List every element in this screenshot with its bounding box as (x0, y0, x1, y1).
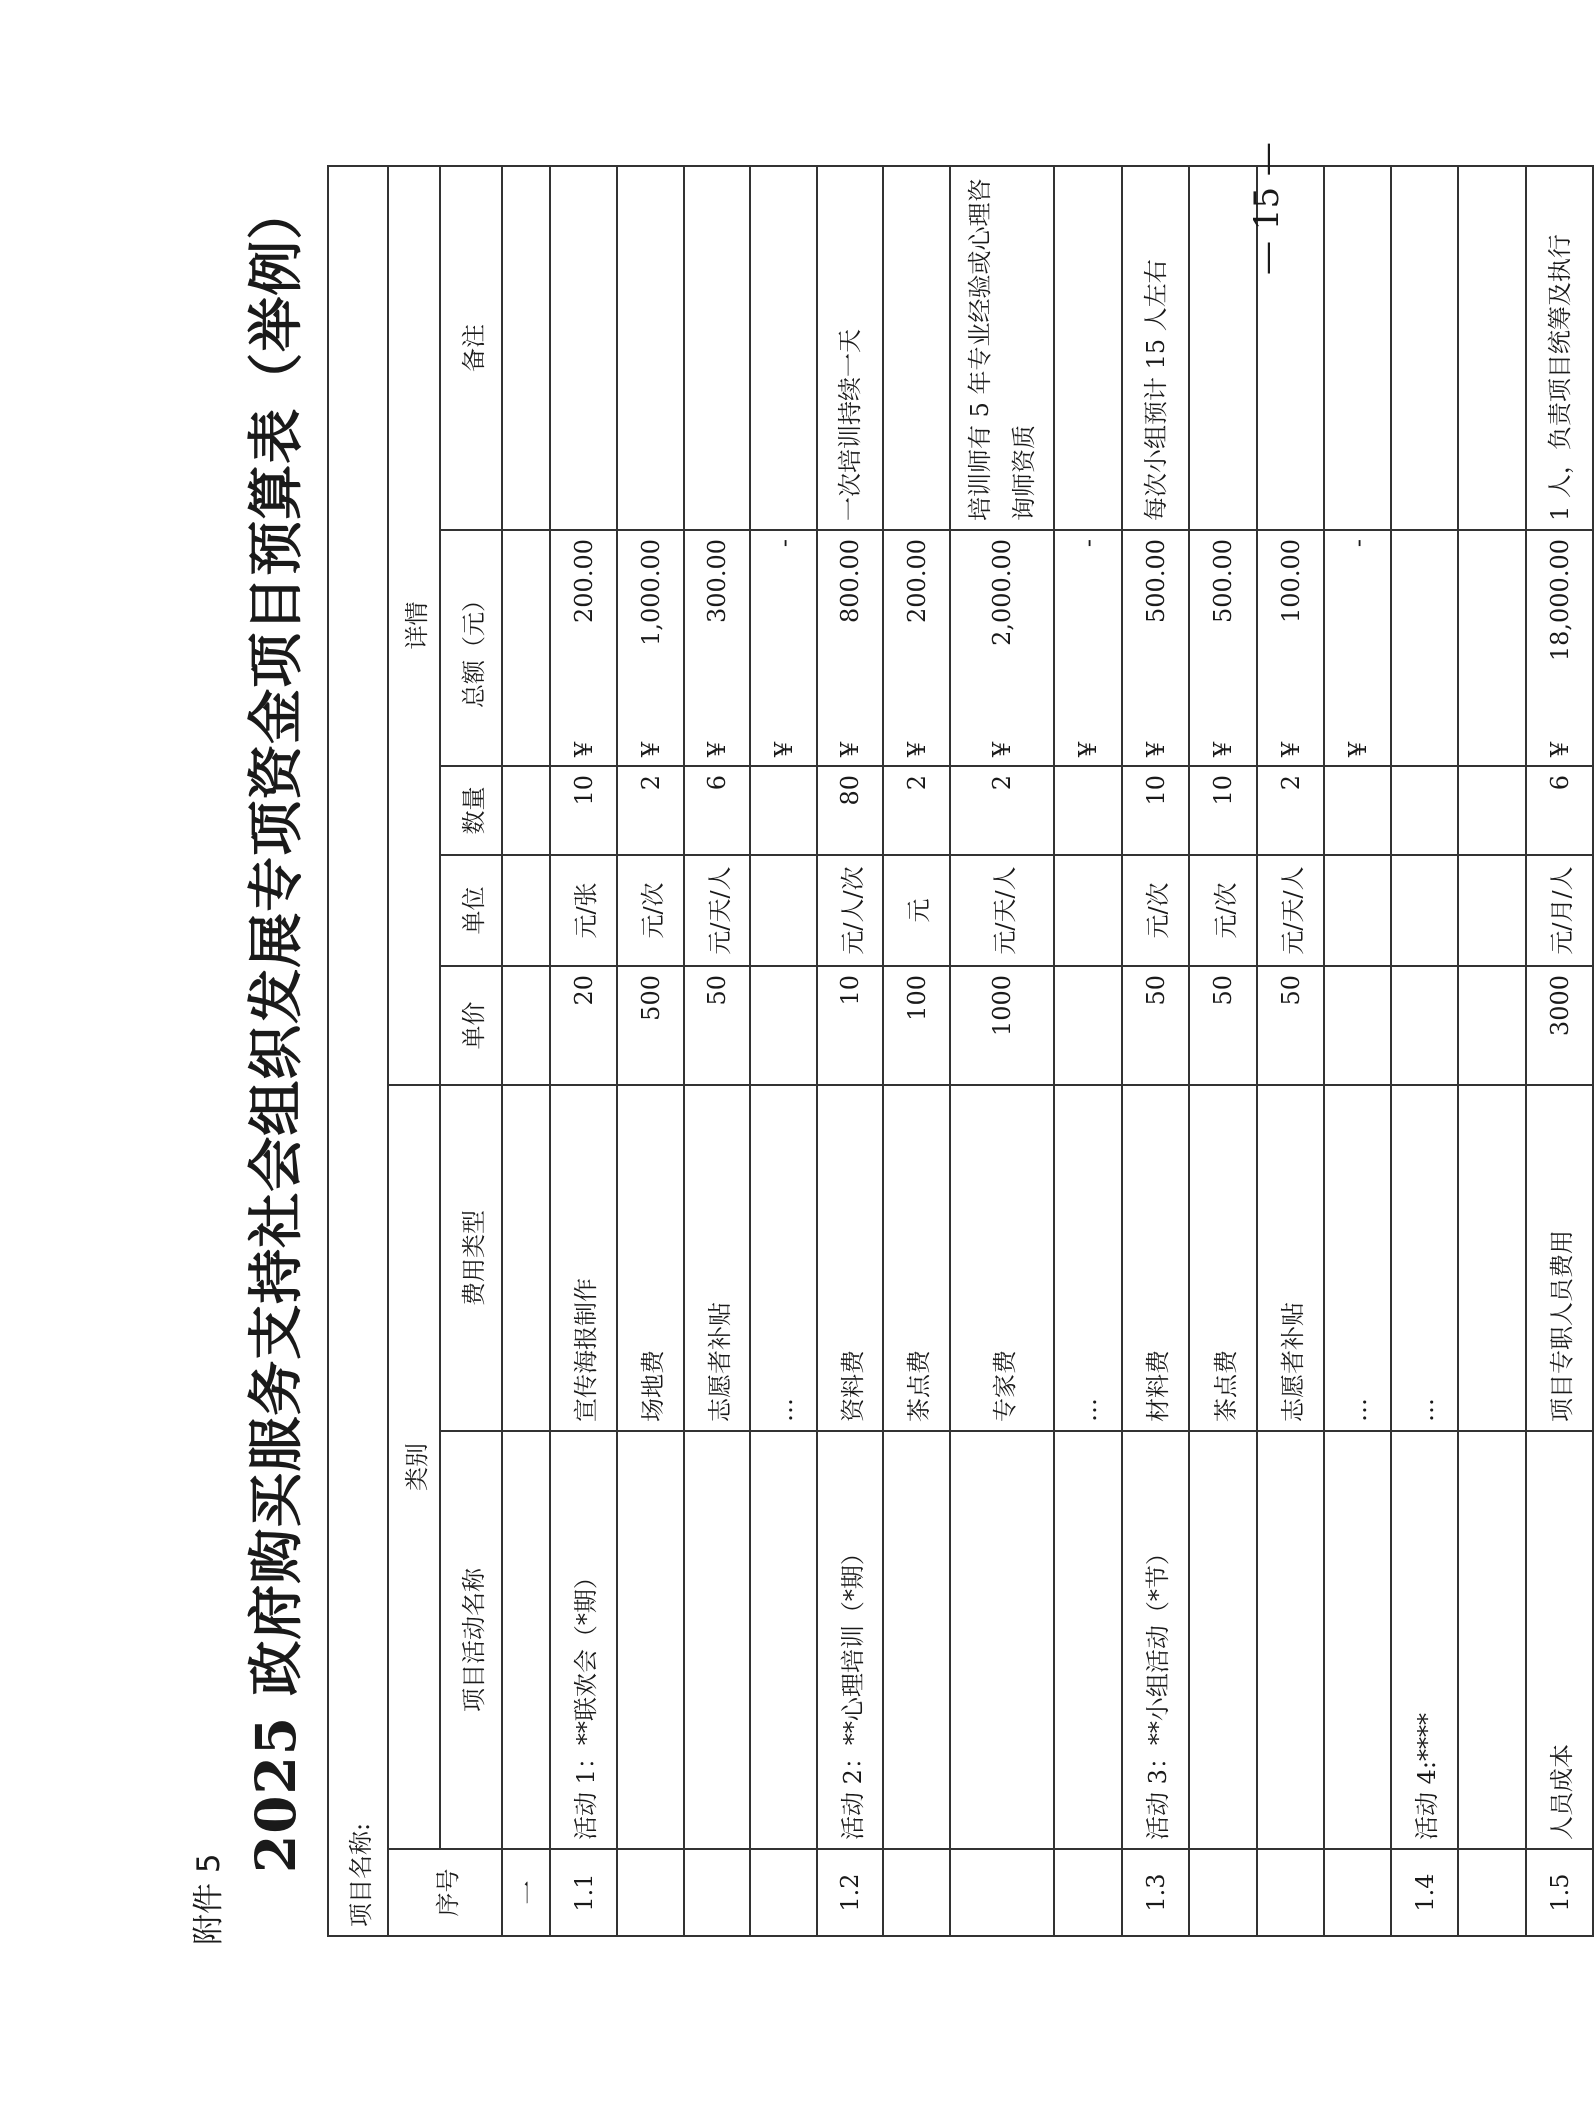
unit-price-cell (1458, 966, 1526, 1085)
total-value: 200.00 (569, 539, 598, 623)
unit-price-cell: 100 (883, 966, 950, 1085)
quantity-cell: 2 (1257, 766, 1324, 855)
unit-cell: 元/次 (617, 855, 684, 966)
quantity-cell: 2 (883, 766, 950, 855)
activity-cell (1458, 1431, 1526, 1849)
unit-cell: 元/月/人 (1526, 855, 1593, 966)
table-row (1324, 166, 1391, 1936)
cost-type-cell: 茶点费 (1189, 1085, 1257, 1431)
remark-cell: 培训师有 5 年专业经验或心理咨询师资质 (950, 166, 1054, 530)
header-details: 详情 (388, 166, 440, 1085)
activity-cell: 活动 2：**心理培训（*期） (817, 1431, 883, 1849)
total-cell (1526, 530, 1593, 766)
total-cell (502, 530, 550, 766)
table-row (1458, 166, 1526, 1936)
remark-cell (883, 166, 950, 530)
activity-cell (502, 1431, 550, 1849)
currency-symbol: ¥ (1343, 741, 1372, 757)
total-cell (617, 530, 684, 766)
total-value: 300.00 (703, 539, 731, 623)
unit-cell (502, 855, 550, 966)
remark-cell (1458, 166, 1526, 530)
unit-price-cell: 10 (817, 966, 883, 1085)
activity-cell (1189, 1431, 1257, 1849)
table-row (1054, 166, 1122, 1936)
quantity-cell: 6 (1526, 766, 1593, 855)
total-cell (1054, 530, 1122, 766)
total-cell (1324, 530, 1391, 766)
unit-price-cell: 50 (1257, 966, 1324, 1085)
seq-cell: 1.4 (1391, 1849, 1458, 1936)
unit-cell (750, 855, 817, 966)
page-number: — 15 — (1247, 142, 1287, 275)
seq-cell (750, 1849, 817, 1936)
activity-cell (1054, 1431, 1122, 1849)
header-row-2 (440, 166, 502, 1936)
total-value: 800.00 (836, 539, 864, 623)
table-row (817, 166, 883, 1936)
currency-symbol: ¥ (836, 741, 864, 757)
quantity-cell (1054, 766, 1122, 855)
table-row (617, 166, 684, 1936)
unit-cell: 元/天/人 (950, 855, 1054, 966)
total-amount (1344, 539, 1372, 757)
header-unit: 单位 (440, 855, 502, 966)
remark-cell: 一次培训持续一天 (817, 166, 883, 530)
table-row (1189, 166, 1257, 1936)
total-cell (883, 530, 950, 766)
cost-type-cell (1458, 1085, 1526, 1431)
total-value: 18,000.00 (1545, 539, 1574, 662)
seq-cell (1458, 1849, 1526, 1936)
table-row (502, 166, 550, 1936)
cost-type-cell (502, 1085, 550, 1431)
cost-type-cell: 材料费 (1122, 1085, 1189, 1431)
unit-cell (1458, 855, 1526, 966)
unit-cell: 元/天/人 (1257, 855, 1324, 966)
total-amount (570, 539, 598, 757)
unit-price-cell: 50 (1189, 966, 1257, 1085)
unit-cell: 元/天/人 (684, 855, 750, 966)
quantity-cell: 6 (684, 766, 750, 855)
total-value: - (769, 539, 798, 548)
total-amount (1142, 539, 1170, 757)
total-cell (684, 530, 750, 766)
activity-cell (684, 1431, 750, 1849)
header-cost-type: 费用类型 (440, 1085, 502, 1431)
total-cell (1122, 530, 1189, 766)
unit-price-cell (1391, 966, 1458, 1085)
unit-cell: 元 (883, 855, 950, 966)
total-amount (703, 539, 731, 757)
total-cell (750, 530, 817, 766)
total-amount (637, 539, 665, 757)
total-value: - (1343, 539, 1372, 548)
total-cell (1391, 530, 1458, 766)
cost-type-cell: 志愿者补贴 (684, 1085, 750, 1431)
total-amount (770, 539, 798, 757)
remark-cell: 每次小组预计 15 人左右 (1122, 166, 1189, 530)
total-cell (1458, 530, 1526, 766)
unit-price-cell: 50 (684, 966, 750, 1085)
header-total: 总额（元） (440, 530, 502, 766)
total-cell (817, 530, 883, 766)
unit-price-cell (502, 966, 550, 1085)
total-cell (550, 530, 617, 766)
header-activity-name: 项目活动名称 (440, 1431, 502, 1849)
unit-cell: 元/张 (550, 855, 617, 966)
unit-price-cell: 500 (617, 966, 684, 1085)
cost-type-cell: 专家费 (950, 1085, 1054, 1431)
seq-cell: 一 (502, 1849, 550, 1936)
cost-type-cell: 项目专职人员费用 (1526, 1085, 1593, 1431)
seq-cell (1189, 1849, 1257, 1936)
cost-type-cell: … (1324, 1085, 1391, 1431)
quantity-cell (1324, 766, 1391, 855)
unit-price-cell: 3000 (1526, 966, 1593, 1085)
cost-type-cell: … (750, 1085, 817, 1431)
project-name-label: 项目名称: (328, 166, 388, 1936)
remark-cell: 1 人，负责项目统筹及执行 (1526, 166, 1593, 530)
project-name-row (328, 166, 388, 1936)
remark-cell (1054, 166, 1122, 530)
cost-type-cell: 场地费 (617, 1085, 684, 1431)
quantity-cell: 2 (950, 766, 1054, 855)
quantity-cell: 2 (617, 766, 684, 855)
header-unit-price: 单价 (440, 966, 502, 1085)
total-value: 200.00 (902, 539, 931, 623)
quantity-cell (1458, 766, 1526, 855)
seq-cell: 1.2 (817, 1849, 883, 1936)
quantity-cell: 10 (550, 766, 617, 855)
activity-cell (950, 1431, 1054, 1849)
activity-cell (1257, 1431, 1324, 1849)
seq-cell (950, 1849, 1054, 1936)
activity-cell: 活动 4:**** (1391, 1431, 1458, 1849)
activity-cell (1324, 1431, 1391, 1849)
remark-cell (617, 166, 684, 530)
seq-cell: 1.5 (1526, 1849, 1593, 1936)
unit-price-cell (1324, 966, 1391, 1085)
activity-cell: 活动 3：**小组活动（*节） (1122, 1431, 1189, 1849)
seq-cell: 1.1 (550, 1849, 617, 1936)
unit-cell: 元/次 (1189, 855, 1257, 966)
cost-type-cell: … (1054, 1085, 1122, 1431)
unit-price-cell: 50 (1122, 966, 1189, 1085)
header-category: 类别 (388, 1085, 440, 1849)
currency-symbol: ¥ (569, 741, 598, 757)
unit-cell (1054, 855, 1122, 966)
table-row (1122, 166, 1189, 1936)
table-row (1257, 166, 1324, 1936)
activity-cell (883, 1431, 950, 1849)
unit-price-cell: 20 (550, 966, 617, 1085)
quantity-cell (750, 766, 817, 855)
currency-symbol: ¥ (1276, 741, 1305, 757)
remark-cell (550, 166, 617, 530)
unit-cell: 元/次 (1122, 855, 1189, 966)
currency-symbol: ¥ (703, 741, 731, 757)
remark-cell (750, 166, 817, 530)
unit-cell (1391, 855, 1458, 966)
unit-cell (1324, 855, 1391, 966)
cost-type-cell: 宣传海报制作 (550, 1085, 617, 1431)
table-row (1391, 166, 1458, 1936)
budget-table (327, 165, 1594, 1937)
total-cell (1257, 530, 1324, 766)
remark-cell (1391, 166, 1458, 530)
total-value: 500.00 (1209, 539, 1237, 623)
cost-type-cell: 茶点费 (883, 1085, 950, 1431)
seq-cell (1324, 1849, 1391, 1936)
total-amount (836, 539, 864, 757)
currency-symbol: ¥ (1141, 741, 1170, 757)
header-row-1 (388, 166, 440, 1936)
total-amount (1209, 539, 1237, 757)
budget-table-body (328, 166, 1593, 1936)
table-row (550, 166, 617, 1936)
quantity-cell (1391, 766, 1458, 855)
total-amount (903, 539, 931, 757)
total-amount (988, 539, 1016, 757)
seq-cell (1054, 1849, 1122, 1936)
seq-cell (684, 1849, 750, 1936)
seq-cell (883, 1849, 950, 1936)
total-cell (1189, 530, 1257, 766)
currency-symbol: ¥ (988, 741, 1016, 757)
document-title: 2025 政府购买服务支持社会组织发展专项资金项目预算表（举例） (243, 183, 308, 1873)
quantity-cell: 10 (1122, 766, 1189, 855)
table-row (750, 166, 817, 1936)
annex-label: 附件 5 (191, 1853, 227, 1945)
table-row (883, 166, 950, 1936)
remark-cell (502, 166, 550, 530)
cost-type-cell: … (1391, 1085, 1458, 1431)
quantity-cell: 80 (817, 766, 883, 855)
table-row (684, 166, 750, 1936)
total-amount (1074, 539, 1102, 757)
currency-symbol: ¥ (769, 741, 798, 757)
seq-cell (1257, 1849, 1324, 1936)
total-value: 500.00 (1141, 539, 1170, 623)
seq-cell (617, 1849, 684, 1936)
header-remark: 备注 (440, 166, 502, 530)
currency-symbol: ¥ (1545, 741, 1574, 757)
header-seq: 序号 (388, 1849, 502, 1936)
total-cell (950, 530, 1054, 766)
remark-cell (684, 166, 750, 530)
activity-cell: 活动 1：**联欢会（*期） (550, 1431, 617, 1849)
unit-price-cell: 1000 (950, 966, 1054, 1085)
header-quantity: 数量 (440, 766, 502, 855)
unit-cell: 元/人/次 (817, 855, 883, 966)
table-row (1526, 166, 1593, 1936)
activity-cell (617, 1431, 684, 1849)
seq-cell: 1.3 (1122, 1849, 1189, 1936)
cost-type-cell: 资料费 (817, 1085, 883, 1431)
quantity-cell: 10 (1189, 766, 1257, 855)
activity-cell (750, 1431, 817, 1849)
unit-price-cell (1054, 966, 1122, 1085)
total-value: 1,000.00 (636, 539, 665, 646)
currency-symbol: ¥ (636, 741, 665, 757)
activity-cell: 人员成本 (1526, 1431, 1593, 1849)
total-value: - (1074, 539, 1102, 548)
total-value: 100.00 (1276, 539, 1305, 623)
remark-cell (1324, 166, 1391, 530)
unit-price-cell (750, 966, 817, 1085)
currency-symbol: ¥ (1074, 741, 1102, 757)
total-value: 2,000.00 (988, 539, 1016, 646)
quantity-cell (502, 766, 550, 855)
cost-type-cell: 志愿者补贴 (1257, 1085, 1324, 1431)
total-amount (1277, 539, 1305, 757)
total-amount (1546, 539, 1574, 757)
table-row (950, 166, 1054, 1936)
currency-symbol: ¥ (902, 741, 931, 757)
currency-symbol: ¥ (1209, 741, 1237, 757)
